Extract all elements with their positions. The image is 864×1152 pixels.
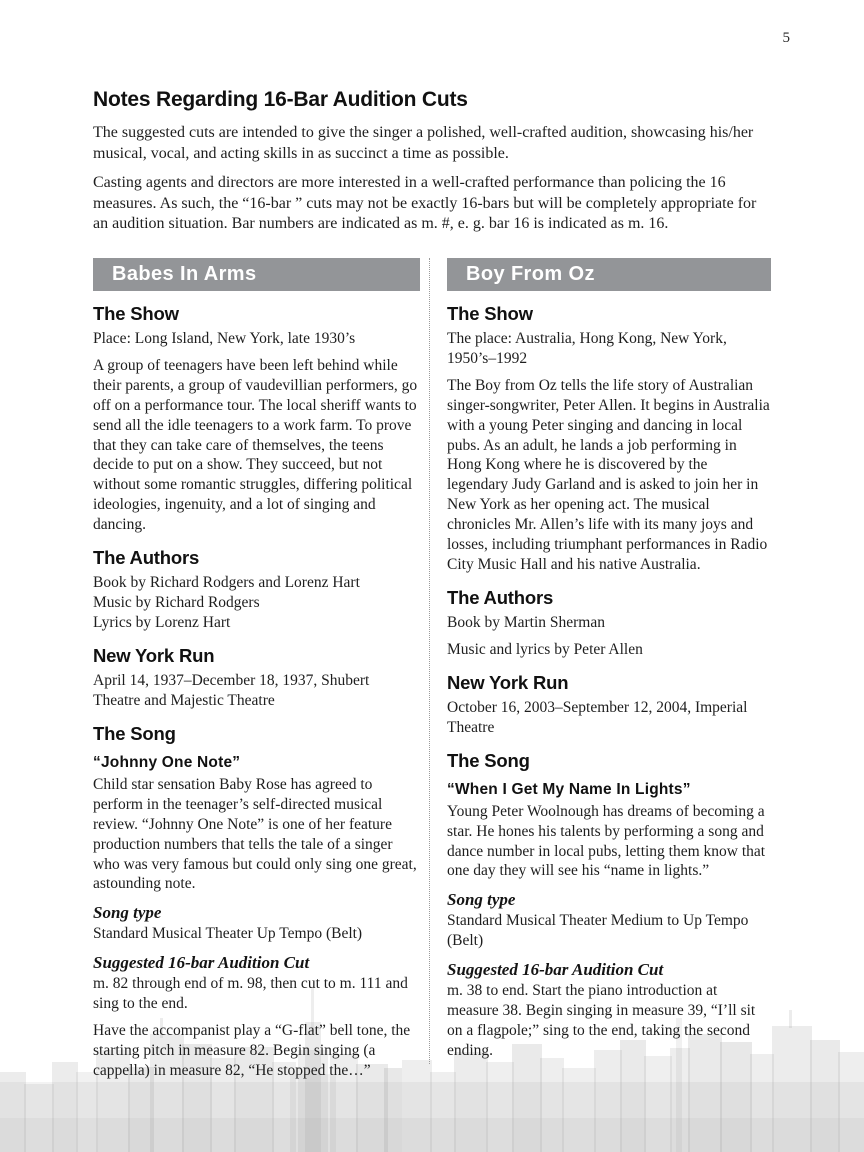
song-description: Young Peter Woolnough has dreams of becoming a star. He hones his talents by performing a song and dance number in local pubs, letting them know that one day they will see his “name in lights.” <box>447 802 766 880</box>
show-place: Place: Long Island, New York, late 1930’s <box>93 330 356 347</box>
page-title: Notes Regarding 16-Bar Audition Cuts <box>93 88 468 111</box>
song-type-label: Song type <box>93 903 162 923</box>
audition-cut-text: m. 38 to end. Start the piano introduction at measure 38. Begin singing in measure 39, “I’ll sit on a flagpole;” sing to the end, taking the second ending. <box>447 982 756 1059</box>
author-line: Book by Martin Sherman <box>447 613 605 631</box>
intro-paragraph: The suggested cuts are intended to give the singer a polished, well-crafted audition, showcasing his/her musical, vocal, and acting skills in as succinct a time as possible. <box>93 124 754 162</box>
show-columns <box>93 258 772 1088</box>
show-banner <box>447 258 771 291</box>
section-heading-new-york-run: New York Run <box>93 645 215 667</box>
run-dates: October 16, 2003–September 12, 2004, Imperial Theatre <box>447 698 748 736</box>
section-heading-the-show: The Show <box>447 303 533 324</box>
song-title: “When I Get My Name In Lights” <box>447 780 691 798</box>
author-line: Lyrics by Lorenz Hart <box>93 614 231 632</box>
audition-cut-label: Suggested 16-bar Audition Cut <box>93 953 310 973</box>
audition-cut-text: m. 82 through end of m. 98, then cut to m. 111 and sing to the end. <box>93 975 408 1013</box>
section-heading-the-song: The Song <box>447 749 530 771</box>
audition-cut-label: Suggested 16-bar Audition Cut <box>447 960 664 980</box>
column-babes-in-arms <box>93 258 420 1088</box>
song-type-label: Song type <box>447 890 516 910</box>
section-heading-the-authors: The Authors <box>447 586 554 608</box>
audition-cut-note: Have the accompanist play a “G-flat” bell tone, the starting pitch in measure 82. Begin singing (a cappella) in measure 82, “He stopped the…” <box>93 1022 411 1079</box>
page-number: 5 <box>782 30 790 46</box>
show-banner-title: Boy From Oz <box>466 263 595 285</box>
column-boy-from-oz <box>447 258 771 1088</box>
song-type-value: Standard Musical Theater Up Tempo (Belt) <box>93 925 363 943</box>
section-heading-new-york-run: New York Run <box>447 671 569 693</box>
author-line: Music and lyrics by Peter Allen <box>447 640 643 658</box>
show-banner-title: Babes In Arms <box>112 263 257 285</box>
song-description: Child star sensation Baby Rose has agreed to perform in the teenager’s self-directed musical review. “Johnny One Note” is one of her feature production numbers that tells the tale of a singer who was very famous but could only sing one great, astounding note. <box>93 775 417 893</box>
section-heading-the-show: The Show <box>93 303 179 324</box>
show-synopsis: A group of teenagers have been left behind while their parents, a group of vaudevillian performers, go off on a performance tour. The local sheriff wants to send all the idle teenagers to a work farm. To prove that they can take care of themselves, the teens decide to put on a show. They succeed, but not without some romantic struggles, differing political ideologies, ingenuity, and a lot of singing and dancing. <box>93 356 418 534</box>
column-divider <box>429 258 430 1064</box>
show-banner <box>93 258 420 291</box>
section-heading-the-song: The Song <box>93 722 176 744</box>
song-type-value: Standard Musical Theater Medium to Up Tempo (Belt) <box>447 912 749 950</box>
song-title: “Johnny One Note” <box>93 753 241 771</box>
run-dates: April 14, 1937–December 18, 1937, Shubert Theatre and Majestic Theatre <box>93 672 370 709</box>
show-synopsis: The Boy from Oz tells the life story of Australian singer-songwriter, Peter Allen. It begins in Australia with a young Peter singing and dancing in local pubs. As an adult, he lands a job performing in Hong Kong where he is discovered by the legendary Judy Garland and is asked to join her in New York as her opening act. The musical chronicles Mr. Allen’s life with its many joys and losses, including triumphant performances in Radio City Music Hall and his native Australia. <box>447 376 770 573</box>
intro-paragraph: Casting agents and directors are more interested in a well-crafted performance than policing the 16 measures. As such, the “16-bar ” cuts may not be exactly 16-bars but will be completely appropriate for an audition situation. Bar numbers are indicated as m. #, e. g. bar 16 is indicated as m. 16. <box>93 174 757 233</box>
intro-section <box>93 88 771 244</box>
author-line: Music by Richard Rodgers <box>93 594 260 612</box>
show-place: The place: Australia, Hong Kong, New York, 1950’s–1992 <box>447 330 727 367</box>
author-line: Book by Richard Rodgers and Lorenz Hart <box>93 574 360 592</box>
section-heading-the-authors: The Authors <box>93 547 200 569</box>
